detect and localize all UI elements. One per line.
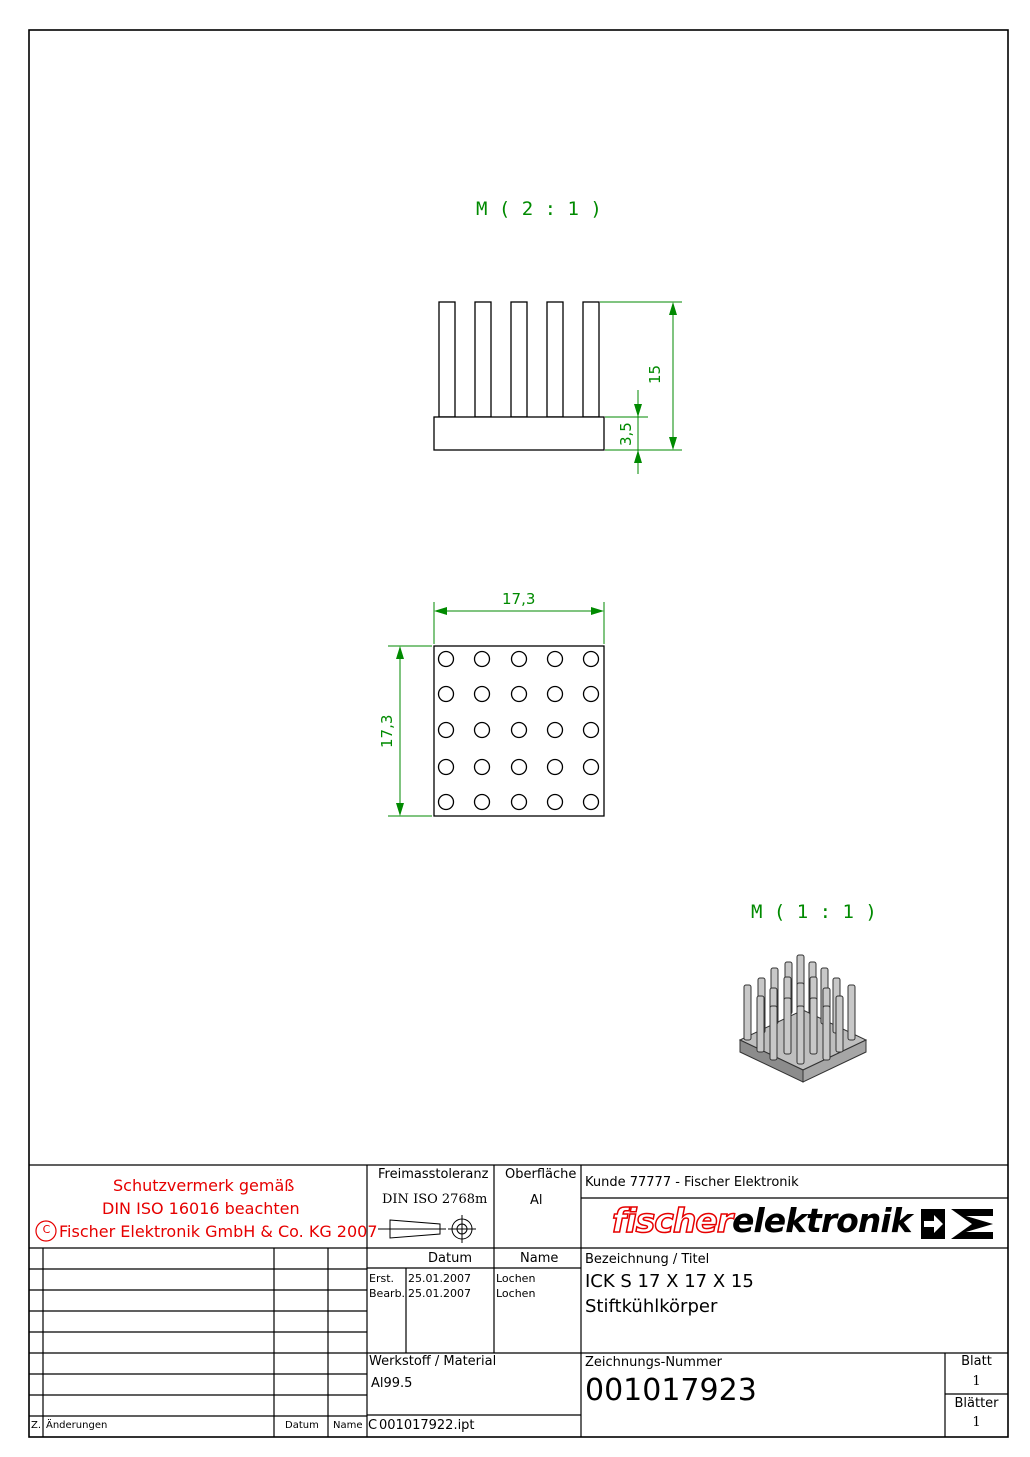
sheet-value: 1	[972, 1374, 981, 1389]
changes-z: Z.	[31, 1420, 42, 1431]
created-label: Erst.	[369, 1272, 395, 1285]
dimension-height-total	[600, 302, 682, 450]
material-label: Werkstoff / Material	[369, 1354, 497, 1369]
created-name: Lochen	[496, 1272, 536, 1285]
pin-side	[547, 302, 563, 417]
logo-part-elektronik: elektronik	[732, 1201, 912, 1240]
changes-datum: Datum	[285, 1420, 319, 1431]
fischer-arrow-logo-icon	[921, 1209, 993, 1239]
title-label: Bezeichnung / Titel	[585, 1252, 710, 1267]
material-value: Al99.5	[371, 1376, 413, 1391]
dimension-width	[434, 602, 604, 644]
tolerance-label: Freimasstoleranz	[378, 1167, 489, 1182]
company-logo	[612, 1202, 912, 1240]
logo-part-fischer: fischer	[612, 1201, 733, 1240]
surface-value: Al	[530, 1193, 543, 1208]
top-view	[434, 646, 604, 816]
sheet-label: Blatt	[961, 1354, 992, 1369]
sheet-total-label: Blätter	[954, 1396, 999, 1411]
isometric-view	[740, 955, 866, 1082]
copyright-line-3: Fischer Elektronik GmbH & Co. KG 2007	[59, 1222, 378, 1241]
sheet-total-value: 1	[972, 1415, 981, 1430]
base-top	[434, 646, 604, 816]
scale-label-side: M ( 2 : 1 )	[476, 198, 602, 220]
changes-name: Name	[333, 1420, 363, 1431]
edited-label: Bearb.	[369, 1287, 406, 1300]
surface-label: Oberfläche	[505, 1167, 577, 1182]
drawing-number-label: Zeichnungs-Nummer	[585, 1355, 722, 1370]
edited-name: Lochen	[496, 1287, 536, 1300]
side-view	[434, 302, 604, 450]
projection-symbol-icon	[378, 1215, 476, 1243]
pin-side	[439, 302, 455, 417]
created-date: 25.01.2007	[408, 1272, 471, 1285]
customer-info: Kunde 77777 - Fischer Elektronik	[585, 1175, 799, 1190]
title-line-2: Stiftkühlkörper	[585, 1296, 718, 1317]
file-name: 001017922.ipt	[379, 1418, 475, 1433]
dimension-label-depth: 17,3	[378, 714, 396, 748]
changes-label: Änderungen	[46, 1420, 108, 1431]
file-prefix: C	[368, 1418, 378, 1433]
tolerance-value: DIN ISO 2768m	[382, 1192, 488, 1207]
header-datum: Datum	[428, 1251, 472, 1266]
copyright-line-1: Schutzvermerk gemäß	[113, 1176, 295, 1195]
dimension-label-base-height: 3,5	[617, 422, 635, 446]
drawing-number-value: 001017923	[585, 1373, 757, 1408]
dimension-label-height-total: 15	[646, 364, 664, 384]
title-line-1: ICK S 17 X 17 X 15	[585, 1271, 754, 1292]
pin-side	[475, 302, 491, 417]
copyright-symbol: C	[42, 1223, 51, 1236]
scale-label-iso: M ( 1 : 1 )	[751, 901, 877, 923]
header-name: Name	[520, 1251, 559, 1266]
pin-side	[583, 302, 599, 417]
base-side	[434, 417, 604, 450]
edited-date: 25.01.2007	[408, 1287, 471, 1300]
dimension-label-width: 17,3	[502, 590, 536, 608]
pin-side	[511, 302, 527, 417]
copyright-line-2: DIN ISO 16016 beachten	[102, 1199, 300, 1218]
